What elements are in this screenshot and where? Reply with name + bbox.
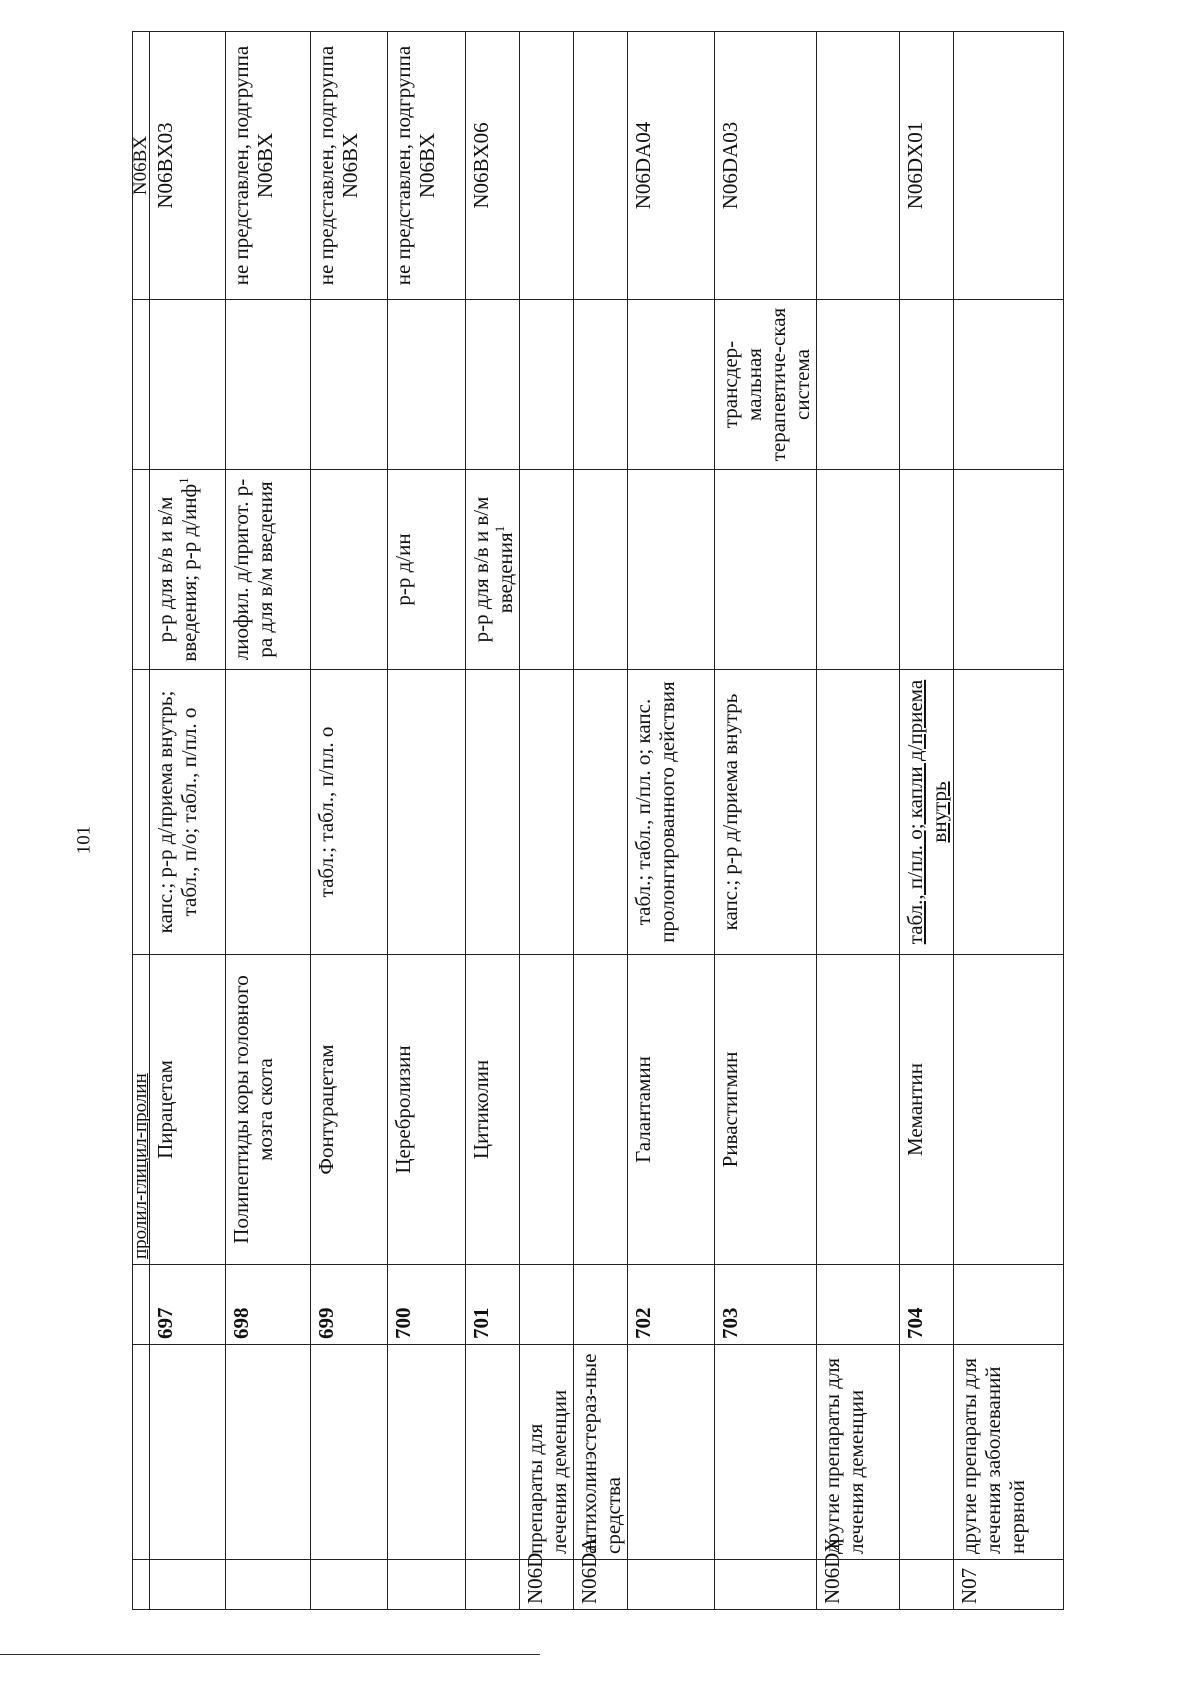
table-row xyxy=(954,32,1064,1610)
row-number-text: 700 xyxy=(391,1307,415,1339)
other-form-cell xyxy=(900,300,954,470)
row-number-cell xyxy=(520,1265,574,1345)
table-row xyxy=(715,32,817,1610)
table-row xyxy=(520,32,574,1610)
oral-form-cell xyxy=(954,670,1064,955)
inn-cell xyxy=(226,955,311,1265)
other-form-cell xyxy=(574,300,628,470)
row-number-cell xyxy=(900,1265,954,1345)
drug-list-table xyxy=(132,31,1064,1610)
atc-code-text: не представлен, подгруппа N06BX xyxy=(229,45,277,286)
atc-code-text: N06DA04 xyxy=(631,121,655,210)
other-form-cell xyxy=(388,300,466,470)
oral-form-text: табл.; табл., п/пл. о; капс. пролонгированного действия xyxy=(631,681,679,943)
inn-text: Фонтурацетам xyxy=(314,1044,338,1175)
inn-text: пролил-глицил-пролин xyxy=(130,1073,151,1259)
atc-code-cell xyxy=(715,32,817,300)
oral-form-cell xyxy=(150,670,226,955)
other-form-text: трансдер-мальная терапевтиче-ская система xyxy=(718,307,814,462)
atc-code-text: N06BX06 xyxy=(469,122,493,209)
atc-code-text: N06DX01 xyxy=(903,121,927,210)
atc-code-cell xyxy=(311,32,388,300)
row-number-text: 701 xyxy=(469,1307,493,1339)
group-name-cell xyxy=(900,1345,954,1560)
injection-form-cell xyxy=(954,470,1064,670)
code-text: N06D xyxy=(523,1552,547,1604)
atc-code-text: N06BX xyxy=(130,135,151,196)
row-number-text: 702 xyxy=(631,1307,655,1339)
injection-form-cell xyxy=(226,470,311,670)
inn-cell xyxy=(574,955,628,1265)
code-cell xyxy=(715,1560,817,1610)
injection-form-cell xyxy=(715,470,817,670)
injection-form-cell xyxy=(628,470,715,670)
injection-form-text: р-р для в/в и в/м введения xyxy=(469,496,517,643)
row-number-cell xyxy=(388,1265,466,1345)
injection-form-cell xyxy=(574,470,628,670)
row-number-cell xyxy=(226,1265,311,1345)
inn-cell xyxy=(520,955,574,1265)
other-form-cell xyxy=(226,300,311,470)
atc-code-cell xyxy=(817,32,900,300)
code-text: N06DA xyxy=(577,1537,601,1604)
atc-code-text: не представлен, подгруппа N06BX xyxy=(314,45,362,286)
inn-cell xyxy=(954,955,1064,1265)
group-name-cell xyxy=(715,1345,817,1560)
row-number-cell xyxy=(574,1265,628,1345)
code-cell xyxy=(466,1560,520,1610)
atc-code-cell xyxy=(574,32,628,300)
code-cell xyxy=(388,1560,466,1610)
other-form-cell xyxy=(520,300,574,470)
atc-code-text: N06DA03 xyxy=(718,121,742,210)
row-number-cell xyxy=(715,1265,817,1345)
inn-cell xyxy=(715,955,817,1265)
atc-code-cell xyxy=(150,32,226,300)
table-row xyxy=(226,32,311,1610)
group-name-text: препараты для лечения деменции xyxy=(523,1389,571,1554)
atc-code-cell xyxy=(954,32,1064,300)
group-name-text: другие препараты для лечения деменции xyxy=(820,1357,868,1554)
row-number-cell xyxy=(311,1265,388,1345)
oral-form-cell xyxy=(900,670,954,955)
group-name-cell xyxy=(150,1345,226,1560)
oral-form-text: капс.; р-р д/приема внутрь xyxy=(718,693,742,931)
group-name-cell xyxy=(628,1345,715,1560)
code-cell xyxy=(150,1560,226,1610)
row-number-cell xyxy=(133,1265,150,1345)
footnote-marker: 1 xyxy=(492,525,507,533)
group-name-cell xyxy=(466,1345,520,1560)
oral-form-cell xyxy=(311,670,388,955)
oral-form-cell xyxy=(817,670,900,955)
oral-form-cell xyxy=(388,670,466,955)
oral-form-cell xyxy=(466,670,520,955)
table-row xyxy=(388,32,466,1610)
inn-cell xyxy=(150,955,226,1265)
code-text: N06DX xyxy=(820,1537,844,1604)
table-row xyxy=(466,32,520,1610)
row-number-text: 704 xyxy=(903,1307,927,1339)
injection-form-cell xyxy=(900,470,954,670)
injection-form-cell xyxy=(311,470,388,670)
injection-form-cell xyxy=(466,470,520,670)
oral-form-cell xyxy=(226,670,311,955)
group-name-text: антихолинэстераз-ные средства xyxy=(577,1353,625,1554)
code-cell xyxy=(574,1537,628,1610)
inn-text: Пирацетам xyxy=(153,1060,177,1159)
atc-code-cell xyxy=(226,32,311,300)
group-name-text: другие препараты для лечения заболеваний нервной xyxy=(957,1357,1029,1554)
code-cell xyxy=(817,1537,900,1610)
table-row xyxy=(150,32,226,1610)
inn-cell xyxy=(466,955,520,1265)
oral-form-text: табл.; табл., п/пл. о xyxy=(314,726,338,898)
atc-code-cell xyxy=(130,32,151,300)
row-number-text: 699 xyxy=(314,1307,338,1339)
table-row xyxy=(817,32,900,1610)
group-name-cell xyxy=(520,1345,574,1560)
row-number-cell xyxy=(817,1265,900,1345)
inn-text: Цитиколин xyxy=(469,1059,493,1160)
table-row xyxy=(900,32,954,1610)
atc-code-cell xyxy=(628,32,715,300)
inn-text: Полипептиды коры головного мозга скота xyxy=(229,975,277,1244)
other-form-cell xyxy=(715,300,817,470)
oral-form-text: капс.; р-р д/приема внутрь; табл., п/о; табл., п/пл. о xyxy=(153,690,201,934)
row-number-text: 703 xyxy=(718,1307,742,1339)
code-cell xyxy=(226,1560,311,1610)
inn-text: Церебролизин xyxy=(391,1045,415,1174)
row-number-cell xyxy=(954,1265,1064,1345)
injection-form-text: р-р для в/в и в/м введения; р-р д/инф xyxy=(153,483,201,662)
other-form-cell xyxy=(311,300,388,470)
table-row xyxy=(133,32,150,1610)
code-cell xyxy=(311,1560,388,1610)
group-name-cell xyxy=(574,1345,628,1560)
atc-code-text: не представлен, подгруппа N06BX xyxy=(391,45,439,286)
inn-cell xyxy=(388,955,466,1265)
injection-form-cell xyxy=(520,470,574,670)
injection-form-text: лиофил. д/пригот. р-ра для в/м введения xyxy=(229,478,277,661)
atc-code-cell xyxy=(388,32,466,300)
oral-form-cell xyxy=(715,670,817,955)
group-name-cell xyxy=(311,1345,388,1560)
inn-cell xyxy=(311,955,388,1265)
table-row xyxy=(628,32,715,1610)
oral-form-cell xyxy=(520,670,574,955)
code-cell xyxy=(520,1552,574,1610)
row-number-cell xyxy=(628,1265,715,1345)
group-name-cell xyxy=(388,1345,466,1560)
rotated-table-frame xyxy=(132,32,1172,1610)
other-form-cell xyxy=(133,300,150,470)
other-form-cell xyxy=(817,300,900,470)
inn-text: Мемантин xyxy=(903,1062,927,1157)
row-number-cell xyxy=(466,1265,520,1345)
page-number: 101 xyxy=(73,825,95,855)
atc-code-cell xyxy=(900,32,954,300)
inn-cell xyxy=(900,955,954,1265)
code-text: N07 xyxy=(957,1567,981,1604)
table-row xyxy=(574,32,628,1610)
inn-text: Ривастигмин xyxy=(718,1051,742,1168)
injection-form-cell xyxy=(133,470,150,670)
other-form-cell xyxy=(466,300,520,470)
oral-form-text: табл., п/пл. о; капли д/приема внутрь xyxy=(903,679,951,945)
code-cell xyxy=(900,1560,954,1610)
code-cell xyxy=(133,1560,150,1610)
oral-form-cell xyxy=(628,670,715,955)
row-number-cell xyxy=(150,1265,226,1345)
code-cell xyxy=(954,1560,1064,1610)
oral-form-cell xyxy=(574,670,628,955)
footer-rule xyxy=(0,1654,540,1655)
inn-text: Галантамин xyxy=(631,1056,655,1163)
injection-form-cell xyxy=(150,470,226,670)
table-row xyxy=(311,32,388,1610)
injection-form-text: р-р д/ин xyxy=(391,533,415,606)
oral-form-cell xyxy=(133,670,150,955)
group-name-cell xyxy=(954,1345,1064,1560)
atc-code-text: N06BX03 xyxy=(153,122,177,209)
footnote-marker: 1 xyxy=(176,477,191,484)
group-name-cell xyxy=(133,1345,150,1560)
injection-form-cell xyxy=(388,470,466,670)
inn-cell xyxy=(817,955,900,1265)
inn-cell xyxy=(628,955,715,1265)
atc-code-cell xyxy=(520,32,574,300)
group-name-cell xyxy=(817,1345,900,1560)
code-cell xyxy=(628,1560,715,1610)
inn-cell xyxy=(130,955,151,1265)
atc-code-cell xyxy=(466,32,520,300)
other-form-cell xyxy=(150,300,226,470)
row-number-text: 697 xyxy=(153,1307,177,1339)
other-form-cell xyxy=(954,300,1064,470)
row-number-text: 698 xyxy=(229,1307,253,1339)
injection-form-cell xyxy=(817,470,900,670)
other-form-cell xyxy=(628,300,715,470)
group-name-cell xyxy=(226,1345,311,1560)
